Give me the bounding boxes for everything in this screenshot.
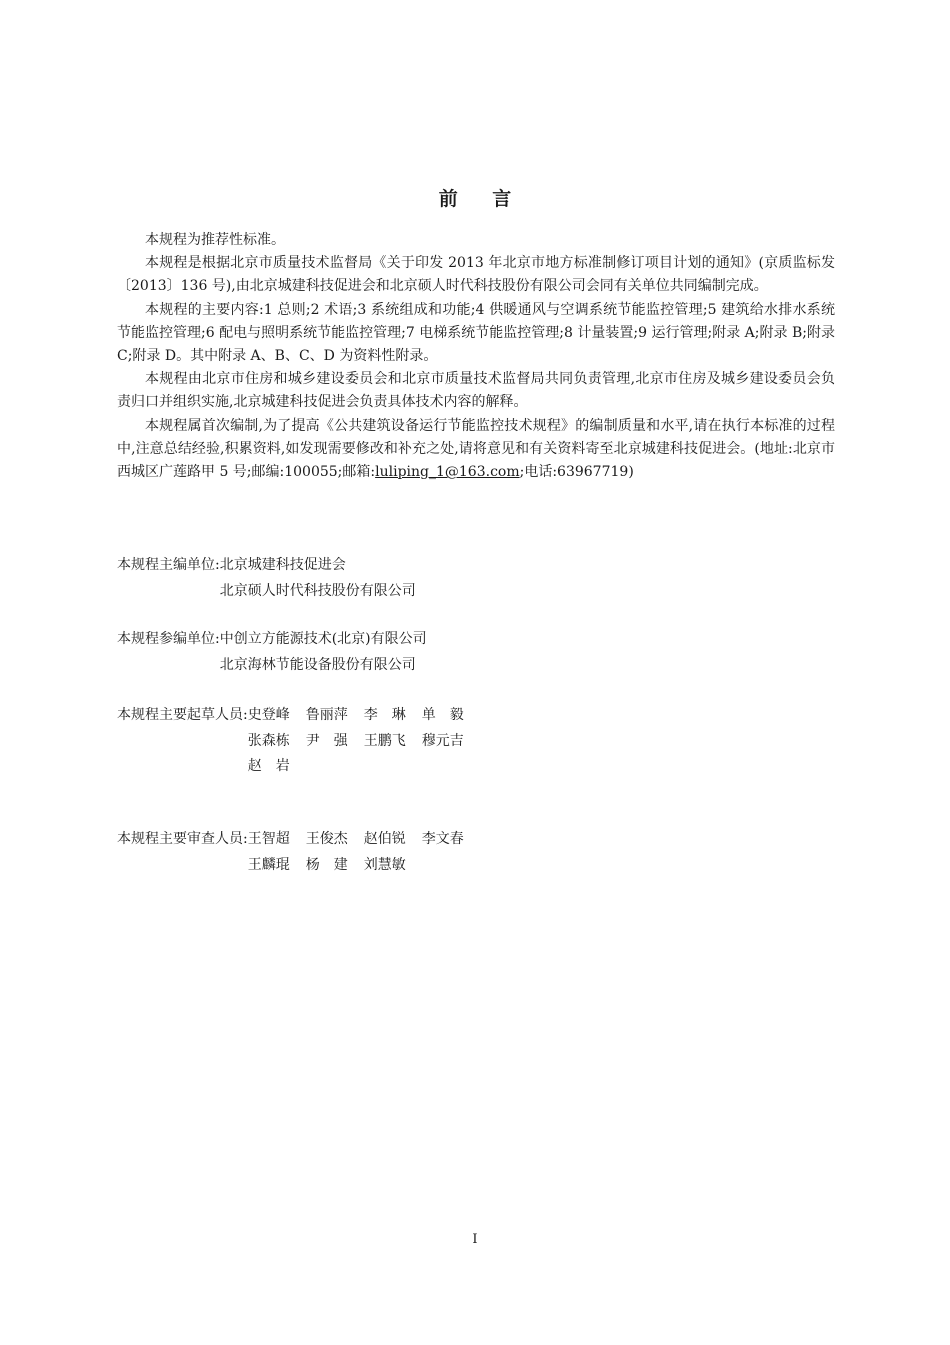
preface-paragraph-4: 本规程由北京市住房和城乡建设委员会和北京市质量技术监督局共同负责管理,北京市住房及城乡建设委员会负责归口并组织实施,北京城建科技促进会负责具体技术内容的解释。 [117, 371, 835, 411]
drafter-name: 单毅 [421, 707, 478, 723]
preface-paragraph-2: 本规程是根据北京市质量技术监督局《关于印发 2013 年北京市地方标准制修订项目计划的通知》(京质监标发〔2013〕136 号),由北京城建科技促进会和北京硕人时代科技股份有限公司会同有关单位共同编制完成。 [117, 255, 835, 295]
drafter-name: 穆元吉 [421, 732, 464, 749]
phone-text: ;电话:63967719) [519, 464, 634, 481]
drafter-name: 鲁丽萍 [305, 707, 348, 723]
drafters-section [117, 703, 837, 780]
page-number: I [472, 1232, 478, 1247]
reviewers-section [117, 827, 837, 878]
reviewer-name: 刘慧敏 [363, 856, 406, 873]
drafters-label: 本规程主要起草人员: [117, 707, 248, 723]
chief-units-section [117, 553, 837, 604]
page-title: 前 言 [438, 188, 526, 210]
chief-units-label: 本规程主编单位: [117, 557, 220, 573]
drafter-name: 赵岩 [247, 758, 304, 774]
participating-unit-item: 中创立方能源技术(北京)有限公司 [219, 631, 427, 647]
drafter-name: 李琳 [363, 707, 420, 723]
chief-unit-item: 北京城建科技促进会 [219, 557, 346, 573]
drafter-name: 史登峰 [247, 707, 290, 723]
preface-body [117, 229, 835, 484]
contact-text: 本规程属首次编制,为了提高《公共建筑设备运行节能监控技术规程》的编制质量和水平,请在执行本标准的过程中,注意总结经验,积累资料,如发现需要修改和补充之处,请将意见和有关资料寄至北京城建科技促进会。(地址:北京市西城区广莲路甲 5 号;邮编:100055;邮箱: [117, 417, 835, 481]
drafter-name: 张森栋 [247, 732, 290, 749]
reviewer-name: 赵伯锐 [363, 831, 406, 847]
reviewers-label: 本规程主要审查人员: [117, 831, 248, 847]
reviewer-name: 王俊杰 [305, 831, 348, 847]
reviewer-name: 杨建 [305, 856, 362, 873]
drafter-name: 王鹏飞 [363, 732, 406, 749]
participating-unit-item: 北京海林节能设备股份有限公司 [219, 656, 416, 673]
preface-paragraph-1: 本规程为推荐性标准。 [145, 232, 285, 248]
participating-units-label: 本规程参编单位: [117, 631, 220, 647]
email-link[interactable]: luliping_1@163.com [375, 464, 520, 481]
participating-units-section [117, 627, 837, 678]
preface-paragraph-5 [117, 415, 835, 485]
drafter-name: 尹强 [305, 732, 362, 749]
reviewer-name: 李文春 [421, 831, 464, 847]
preface-paragraph-3: 本规程的主要内容:1 总则;2 术语;3 系统组成和功能;4 供暖通风与空调系统节能监控管理;5 建筑给水排水系统节能监控管理;6 配电与照明系统节能监控管理;7 电梯系统节能监控管理;8 计量装置;9 运行管理;附录 A;附录 B;附录 C;附录 D。其中附录 A、B、C、D 为资料性附录。 [117, 301, 835, 365]
chief-unit-item: 北京硕人时代科技股份有限公司 [219, 582, 416, 599]
reviewer-name: 王麟琨 [247, 856, 290, 873]
reviewer-name: 王智超 [247, 831, 290, 847]
